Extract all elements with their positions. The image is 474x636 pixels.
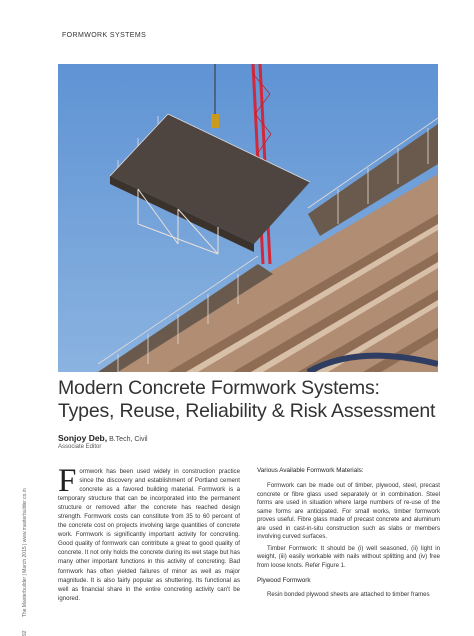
construction-photo bbox=[58, 64, 438, 372]
title-line-2: Types, Reuse, Reliability & Risk Assessment bbox=[58, 400, 436, 422]
drop-cap: F bbox=[58, 463, 77, 499]
timber-paragraph: Timber Formwork: It should be (i) well seasoned, (ii) light in weight, (iii) easily workable with nails without splitting and (iv) free from loose knots. Refer Figure 1. bbox=[257, 544, 440, 569]
byline bbox=[58, 433, 148, 450]
page-number: 92 bbox=[22, 630, 28, 636]
materials-heading: Various Available Formwork Materials: bbox=[257, 467, 364, 474]
author-credentials: B.Tech, Civil bbox=[107, 436, 148, 443]
materials-paragraph: Formwork can be made out of timber, plywood, steel, precast concrete or fibre glass used separately or in combination. Steel forms are used in situation where large numbers of re-use of the same forms are anticipated. For small works, timber formwork proves useful. Fibre glass made of precast concrete and aluminum are used in cast-in-situ construction such as slabs or members involving curved surfaces. bbox=[257, 482, 440, 541]
left-column bbox=[58, 463, 240, 603]
page-sidebar bbox=[22, 488, 28, 636]
author-role: Associate Editor bbox=[58, 444, 102, 450]
article-title bbox=[58, 377, 458, 423]
right-column bbox=[257, 467, 440, 603]
plywood-heading: Plywood Formwork bbox=[257, 576, 311, 584]
author-name: Sonjoy Deb, bbox=[58, 433, 108, 443]
publication-info: The Masterbuilder | March 2015 | www.masterbuilder.co.in bbox=[22, 488, 28, 618]
plywood-paragraph: Resin bonded plywood sheets are attached to timber frames bbox=[267, 591, 430, 599]
intro-paragraph: ormwork has been used widely in construction practice since the discovery and establishment of Portland cement concrete as a favored building material. Formwork is a temporary structure that can be incorporated into the permanent structure or removed after the concrete has reached design strength. Formwork costs can constitute from 35 to 60 percent of the concrete cost on projects involving large quantities of concrete work. Formwork is significantly important activity for concreting. Good quality of formwork can contribute a great to good quality of concrete. It not only holds the concrete during its wet stage but has many other important functions in this activity of concreting. Bad formwork has often yielded failures of minor as well as major magnitude. It is also fairly popular as shuttering. Its functional as well as financial share in the entire concreting activity can't be ignored. bbox=[58, 468, 240, 602]
section-header: FORMWORK SYSTEMS bbox=[62, 32, 147, 39]
title-line-1: Modern Concrete Formwork Systems: bbox=[58, 377, 380, 399]
hero-image bbox=[58, 64, 438, 372]
